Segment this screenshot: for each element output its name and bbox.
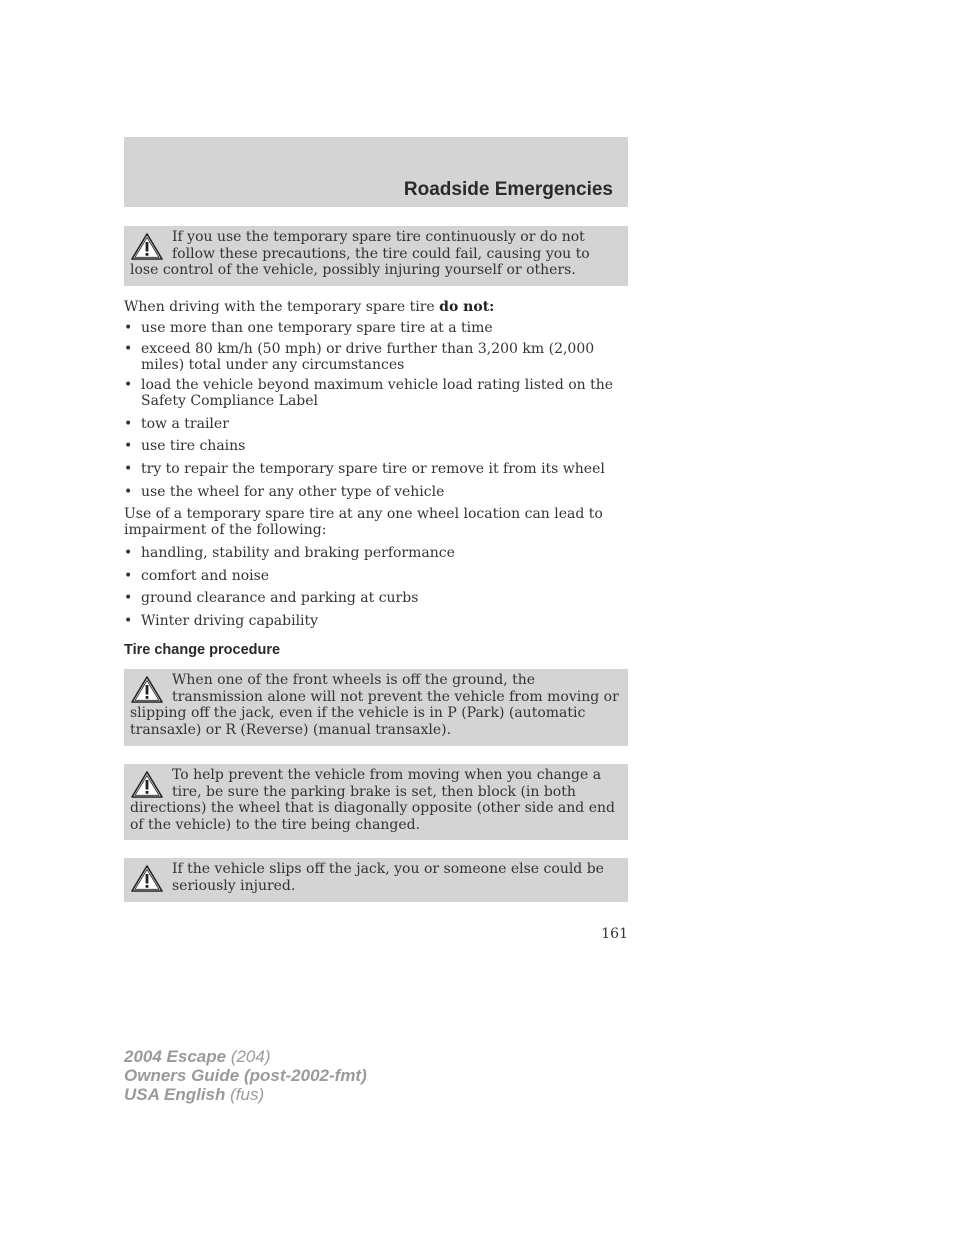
bullet-point: • [124, 461, 133, 477]
list-item [124, 568, 628, 584]
warning-text: When one of the front wheels is off the ground, the transmission alone will not prevent the vehicle from moving or slipping off the jack, even if the vehicle is in P (Park) (automatic transaxle) or R (Reverse) (manual transaxle). [130, 672, 619, 738]
list-item-text: ground clearance and parking at curbs [141, 590, 419, 606]
page-title: Roadside Emergencies [403, 179, 613, 200]
warning-text: If you use the temporary spare tire continuously or do not follow these precautions, the tire could fail, causing you to lose control of the vehicle, possibly injuring yourself or others. [130, 229, 590, 278]
warning-triangle-icon [130, 770, 164, 800]
footer-model: 2004 Escape [124, 1047, 227, 1066]
list-item-text: handling, stability and braking performance [141, 545, 455, 561]
bullet-point: • [124, 613, 133, 629]
warning-box-spare-tire [124, 226, 628, 286]
list-item-text: load the vehicle beyond maximum vehicle load rating listed on the Safety Compliance Label [141, 377, 614, 409]
list-item-text: comfort and noise [141, 568, 270, 584]
impairment-intro: Use of a temporary spare tire at any one wheel location can lead to impairment of the following: [124, 506, 603, 538]
footer-model-code: (204) [226, 1047, 271, 1066]
warning-triangle-icon [130, 232, 164, 262]
list-item [124, 341, 628, 373]
footer-language-code: (fus) [225, 1085, 265, 1104]
list-item-text: use tire chains [141, 438, 246, 454]
list-item [124, 438, 628, 454]
bullet-point: • [124, 377, 133, 393]
footer-line-model [124, 1047, 367, 1066]
bullet-point: • [124, 545, 133, 561]
list-item [124, 613, 628, 629]
section-header-band [124, 137, 628, 207]
list-item-text: use more than one temporary spare tire at a time [141, 320, 493, 336]
list-item-text: try to repair the temporary spare tire or remove it from its wheel [141, 461, 605, 477]
list-item [124, 461, 628, 477]
list-item [124, 590, 628, 606]
warning-box-parking-brake [124, 764, 628, 840]
document-footer [124, 1047, 367, 1104]
bullet-point: • [124, 484, 133, 500]
warning-box-front-wheels [124, 669, 628, 746]
bullet-point: • [124, 590, 133, 606]
list-item-text: exceed 80 km/h (50 mph) or drive further than 3,200 km (2,000 miles) total under any circumstances [141, 341, 595, 373]
do-not-emphasis: do not: [439, 299, 495, 315]
do-not-intro-text: When driving with the temporary spare tire [124, 299, 440, 315]
list-item [124, 545, 628, 561]
footer-line-language [124, 1085, 367, 1104]
warning-box-jack-slip [124, 858, 628, 902]
footer-language: USA English [124, 1085, 226, 1104]
list-item [124, 484, 628, 500]
list-item [124, 320, 628, 336]
bullet-point: • [124, 320, 133, 336]
do-not-intro [124, 299, 628, 315]
footer-line-guide: Owners Guide (post-2002-fmt) [124, 1066, 367, 1085]
list-item-text: use the wheel for any other type of vehicle [141, 484, 445, 500]
list-item [124, 377, 628, 409]
bullet-point: • [124, 438, 133, 454]
section-heading-tire-change: Tire change procedure [124, 642, 281, 658]
page-number: 161 [601, 926, 628, 942]
bullet-point: • [124, 416, 133, 432]
warning-text: If the vehicle slips off the jack, you or someone else could be seriously injured. [172, 861, 604, 894]
list-item-text: tow a trailer [141, 416, 229, 432]
bullet-point: • [124, 568, 133, 584]
list-item [124, 416, 628, 432]
warning-triangle-icon [130, 864, 164, 894]
warning-triangle-icon [130, 675, 164, 705]
bullet-point: • [124, 341, 133, 357]
warning-text: To help prevent the vehicle from moving when you change a tire, be sure the parking brake is set, then block (in both directions) the wheel that is diagonally opposite (other side and end of the vehicle) to the tire being changed. [130, 767, 615, 833]
list-item-text: Winter driving capability [141, 613, 319, 629]
